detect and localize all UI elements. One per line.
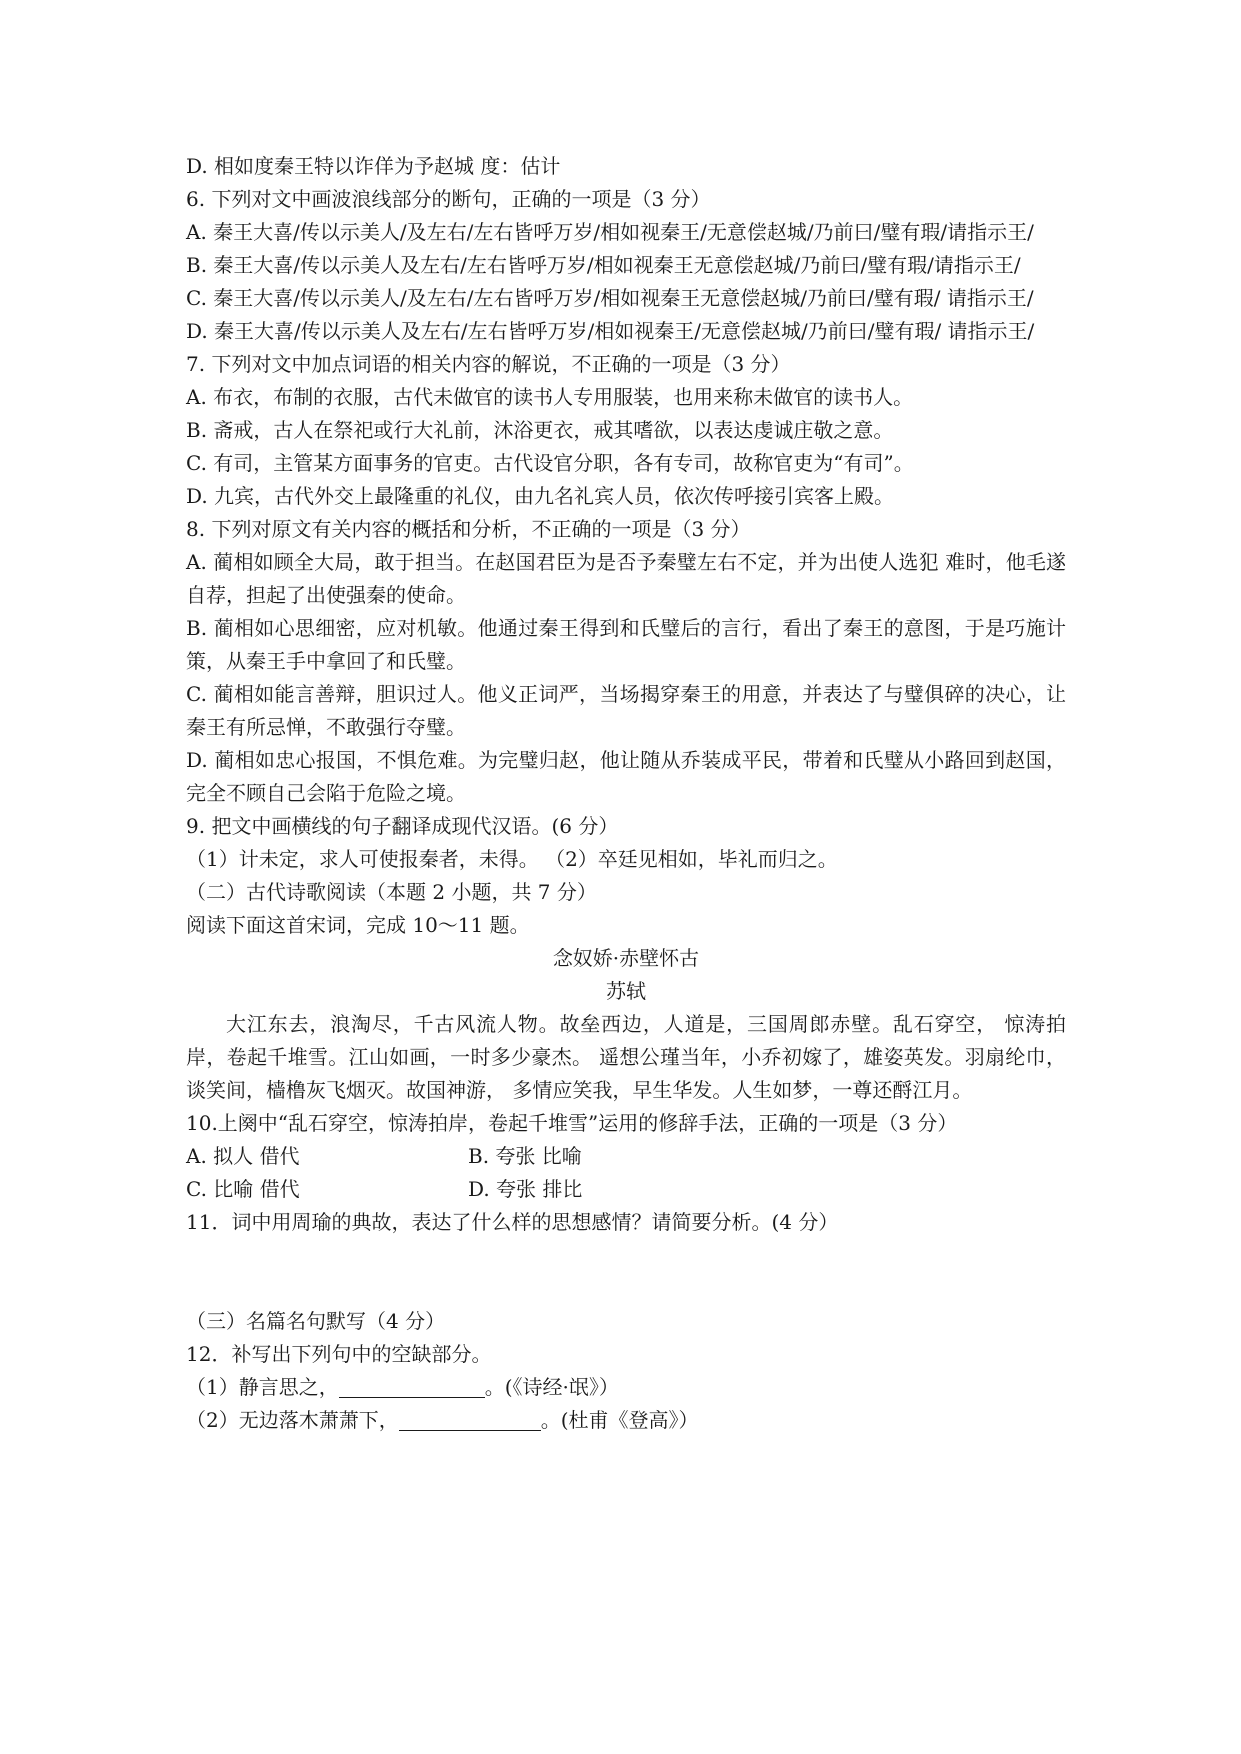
q12-item1-suffix: 。(《诗经·氓》）: [484, 1375, 619, 1399]
q12-item-1: [186, 1371, 1066, 1404]
section2-intro: 阅读下面这首宋词，完成 10～11 题。: [186, 913, 530, 937]
q10-stem: 10.上阕中“乱石穿空，惊涛拍岸，卷起千堆雪”运用的修辞手法，正确的一项是（3 分）: [186, 1111, 958, 1135]
q12-item2-suffix: 。(杜甫《登高》）: [540, 1408, 699, 1432]
q12-item2-blank: [399, 1408, 541, 1431]
page-content: [186, 150, 1066, 1437]
q7-option-d: D. 九宾，古代外交上最隆重的礼仪，由九名礼宾人员，依次传呼接引宾客上殿。: [186, 484, 895, 508]
poem-title: 念奴娇·赤壁怀古: [552, 946, 700, 970]
poem-author: 苏轼: [606, 979, 646, 1003]
q7-option-b: B. 斋戒，古人在祭祀或行大礼前，沐浴更衣，戒其嗜欲，以表达虔诚庄敬之意。: [186, 418, 894, 442]
poem-text: 大江东去，浪淘尽，千古风流人物。故垒西边，人道是，三国周郎赤壁。乱石穿空， 惊涛拍岸，卷起千堆雪。江山如画，一时多少豪杰。 遥想公瑾当年，小乔初嫁了，雄姿英发。羽扇纶巾，谈笑间，樯橹灰飞烟灭。故国神游， 多情应笑我，早生华发。人生如梦，一尊还酹江月。: [186, 1012, 1066, 1102]
section2-heading: （二）古代诗歌阅读（本题 2 小题，共 7 分）: [186, 880, 597, 904]
q9-sentences: （1）计未定，求人可使报秦者，未得。 （2）卒廷见相如，毕礼而归之。: [186, 847, 838, 871]
q10-option-b: B. 夸张 比喻: [468, 1144, 582, 1168]
q8-option-c: C. 蔺相如能言善辩，胆识过人。他义正词严，当场揭穿秦王的用意，并表达了与璧俱碎的决心，让秦王有所忌惮，不敢强行夺璧。: [186, 682, 1066, 739]
q9-stem: 9. 把文中画横线的句子翻译成现代汉语。(6 分）: [186, 814, 619, 838]
q12-item2-prefix: （2）无边落木萧萧下，: [186, 1408, 399, 1432]
answer-space: [186, 1239, 1066, 1305]
q7-option-c: C. 有司，主管某方面事务的官吏。古代设官分职，各有专司，故称官吏为“有司”。: [186, 451, 914, 475]
q12-item-2: [186, 1404, 1066, 1437]
q8-option-d: D. 蔺相如忠心报国，不惧危难。为完璧归赵，他让随从乔装成平民，带着和氏璧从小路回到赵国，完全不顾自己会陷于危险之境。: [186, 748, 1066, 805]
q8-option-b: B. 蔺相如心思细密，应对机敏。他通过秦王得到和氏璧后的言行，看出了秦王的意图，于是巧施计策，从秦王手中拿回了和氏璧。: [186, 616, 1066, 673]
q10-option-c: C. 比喻 借代: [186, 1177, 300, 1201]
section3-heading: （三）名篇名句默写（4 分）: [186, 1309, 446, 1333]
q6-option-d: D. 秦王大喜/传以示美人及左右/左右皆呼万岁/相如视秦王/无意偿赵城/乃前曰/璧有瑕/ 请指示王/: [186, 319, 1035, 343]
q8-option-a: A. 蔺相如顾全大局，敢于担当。在赵国君臣为是否予秦璧左右不定，并为出使人选犯 难时，他毛遂自荐，担起了出使强秦的使命。: [186, 550, 1066, 607]
q7-stem: 7. 下列对文中加点词语的相关内容的解说，不正确的一项是（3 分）: [186, 352, 791, 376]
q10-option-a: A. 拟人 借代: [186, 1144, 300, 1168]
q12-stem: 12．补写出下列句中的空缺部分。: [186, 1342, 492, 1366]
q6-stem: 6. 下列对文中画波浪线部分的断句，正确的一项是（3 分）: [186, 187, 711, 211]
q6-option-b: B. 秦王大喜/传以示美人及左右/左右皆呼万岁/相如视秦王无意偿赵城/乃前曰/璧有瑕/请指示王/: [186, 253, 1021, 277]
q10-options-row-2: [186, 1173, 1066, 1206]
q5-option-d: D. 相如度秦王特以诈佯为予赵城 度：估计: [186, 154, 561, 178]
q10-options-row-1: [186, 1140, 1066, 1173]
q7-option-a: A. 布衣，布制的衣服，古代未做官的读书人专用服装，也用来称未做官的读书人。: [186, 385, 914, 409]
q12-item1-blank: [339, 1375, 485, 1398]
q6-option-c: C. 秦王大喜/传以示美人/及左右/左右皆呼万岁/相如视秦王无意偿赵城/乃前曰/璧有瑕/ 请指示王/: [186, 286, 1034, 310]
q10-option-d: D. 夸张 排比: [468, 1177, 583, 1201]
q12-item1-prefix: （1）静言思之，: [186, 1375, 339, 1399]
q8-stem: 8. 下列对原文有关内容的概括和分析，不正确的一项是（3 分）: [186, 517, 751, 541]
q6-option-a: A. 秦王大喜/传以示美人/及左右/左右皆呼万岁/相如视秦王/无意偿赵城/乃前曰/璧有瑕/请指示王/: [186, 220, 1034, 244]
q11-stem: 11．词中用周瑜的典故，表达了什么样的思想感情？请简要分析。(4 分）: [186, 1210, 839, 1234]
